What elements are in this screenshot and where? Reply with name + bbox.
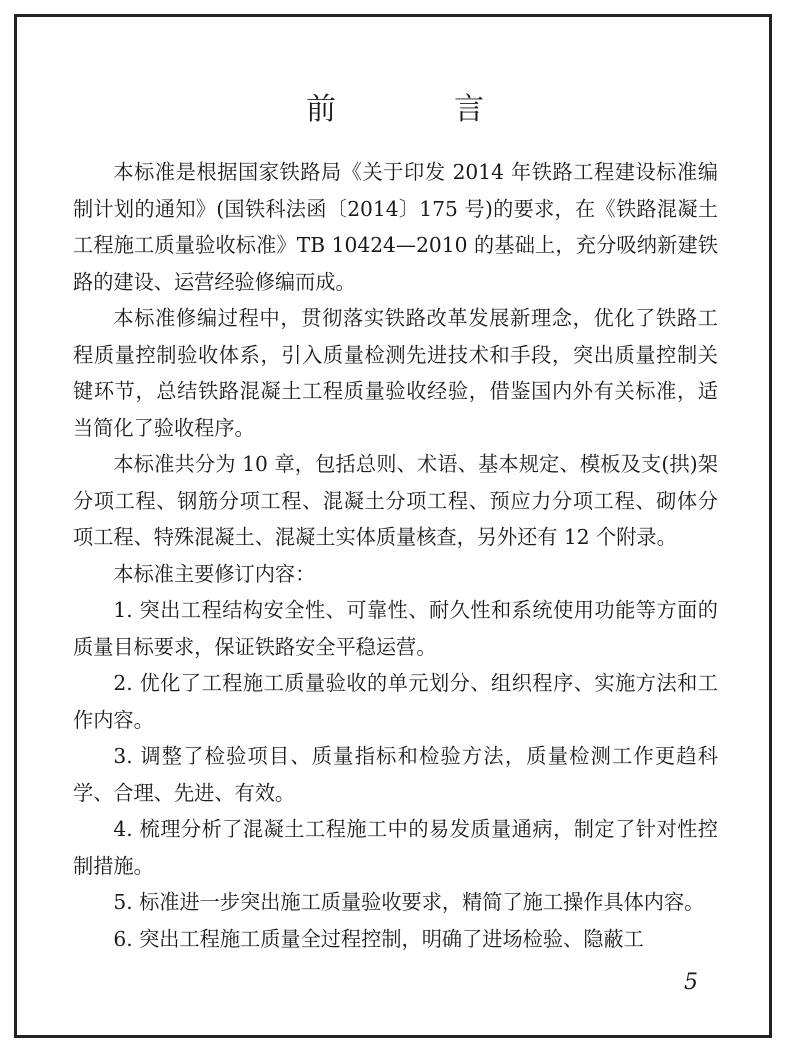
page-title: 前 言 [306,92,528,127]
body-text [73,154,718,957]
paragraph: 本标准是根据国家铁路局《关于印发 2014 年铁路工程建设标准编制计划的通知》(国铁科法函〔2014〕175 号)的要求，在《铁路混凝土工程施工质量验收标准》TB 10424—2010 的基础上，充分吸纳新建铁路的建设、运营经验修编而成。 [73,160,718,294]
paragraph: 本标准共分为 10 章，包括总则、术语、基本规定、模板及支(拱)架分项工程、钢筋分项工程、混凝土分项工程、预应力分项工程、砌体分项工程、特殊混凝土、混凝土实体质量核查，另外还有 12 个附录。 [73,452,718,549]
paragraph: 5. 标准进一步突出施工质量验收要求，精简了施工操作具体内容。 [113,890,705,914]
paragraph: 3. 调整了检验项目、质量指标和检验方法，质量检测工作更趋科学、合理、先进、有效。 [73,744,718,805]
paragraph: 6. 突出工程施工质量全过程控制，明确了进场检验、隐蔽工 [113,926,644,951]
page-number: 5 [684,970,698,995]
paragraph: 本标准修编过程中，贯彻落实铁路改革发展新理念，优化了铁路工程质量控制验收体系，引入质量检测先进技术和手段，突出质量控制关键环节，总结铁路混凝土工程质量验收经验，借鉴国内外有关标准，适当简化了验收程序。 [73,306,718,440]
paragraph: 2. 优化了工程施工质量验收的单元划分、组织程序、实施方法和工作内容。 [73,671,718,732]
paragraph: 1. 突出工程结构安全性、可靠性、耐久性和系统使用功能等方面的质量目标要求，保证铁路安全平稳运营。 [73,598,718,659]
paragraph: 本标准主要修订内容： [113,561,316,586]
paragraph: 4. 梳理分析了混凝土工程施工中的易发质量通病，制定了针对性控制措施。 [73,817,718,878]
